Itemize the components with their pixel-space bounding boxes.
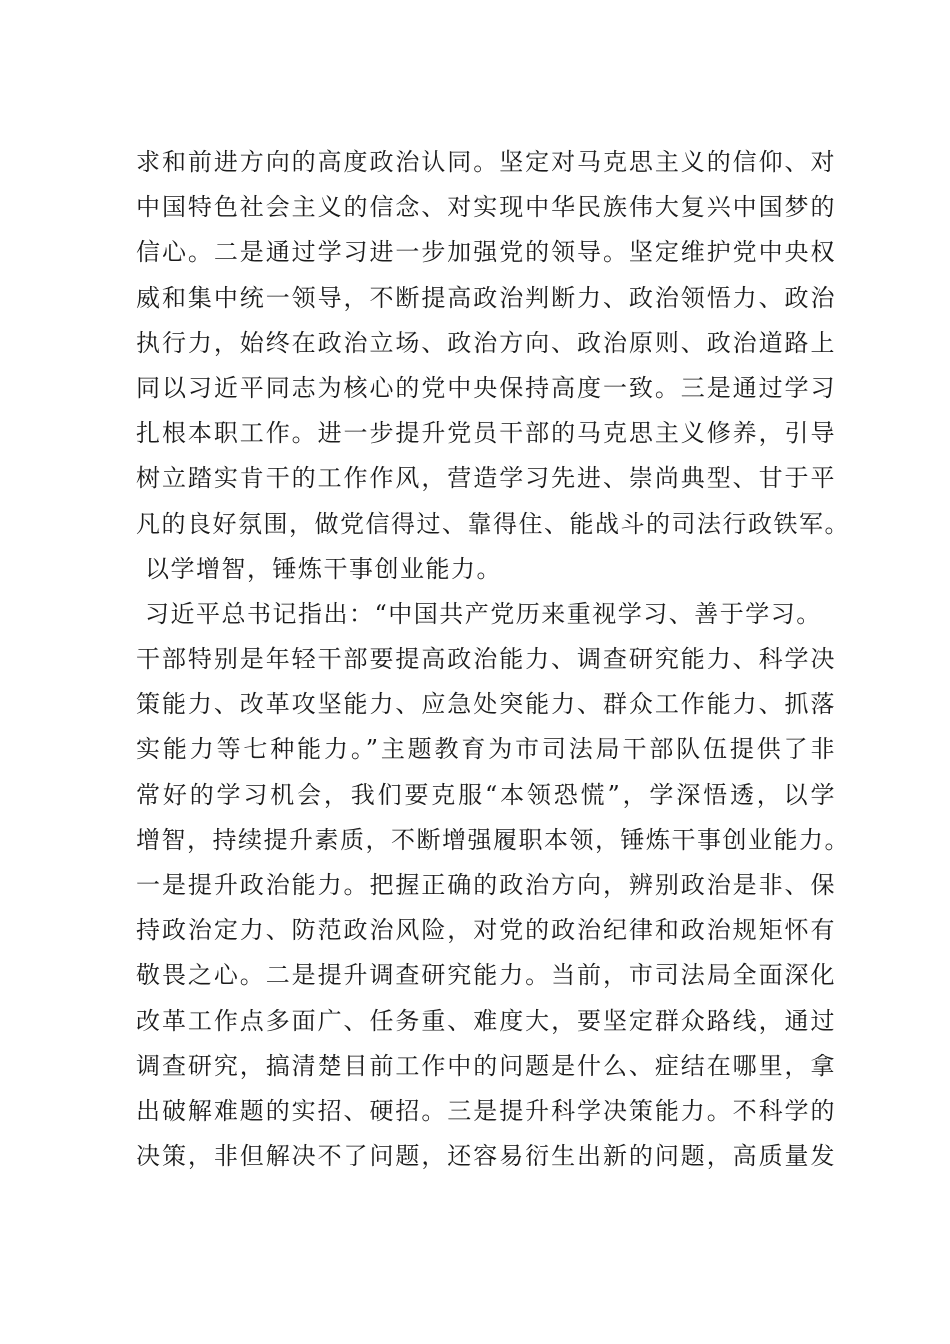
text-line: 持政治定力、防范政治风险，对党的政治纪律和政治规矩怀有	[136, 916, 836, 945]
text-line: 同以习近平同志为核心的党中央保持高度一致。三是通过学习	[136, 373, 836, 402]
text-line: 干部特别是年轻干部要提高政治能力、调查研究能力、科学决	[136, 645, 836, 674]
text-line: 威和集中统一领导，不断提高政治判断力、政治领悟力、政治	[136, 283, 836, 312]
text-line: 策能力、改革攻坚能力、应急处突能力、群众工作能力、抓落	[136, 690, 836, 719]
text-line: 凡的良好氛围，做党信得过、靠得住、能战斗的司法行政铁军。	[136, 509, 850, 538]
text-line: 以学增智，锤炼干事创业能力。	[145, 554, 502, 583]
text-line: 出破解难题的实招、硬招。三是提升科学决策能力。不科学的	[136, 1096, 836, 1125]
text-line: 增智，持续提升素质，不断增强履职本领，锤炼干事创业能力。	[136, 825, 850, 854]
body-text	[136, 140, 850, 1179]
text-line: 改革工作点多面广、任务重、难度大，要坚定群众路线，通过	[136, 1006, 836, 1035]
text-line: 中国特色社会主义的信念、对实现中华民族伟大复兴中国梦的	[136, 193, 836, 222]
text-line: 执行力，始终在政治立场、政治方向、政治原则、政治道路上	[136, 328, 836, 357]
text-line: 信心。二是通过学习进一步加强党的领导。坚定维护党中央权	[136, 238, 836, 267]
text-line: 扎根本职工作。进一步提升党员干部的马克思主义修养，引导	[136, 419, 836, 448]
text-line: 敬畏之心。二是提升调查研究能力。当前，市司法局全面深化	[136, 961, 836, 990]
text-line: 求和前进方向的高度政治认同。坚定对马克思主义的信仰、对	[136, 148, 836, 176]
text-line: 树立踏实肯干的工作作风，营造学习先进、崇尚典型、甘于平	[136, 464, 836, 493]
text-line: 调查研究，搞清楚目前工作中的问题是什么、症结在哪里，拿	[136, 1051, 836, 1080]
text-line: 实能力等七种能力。”主题教育为市司法局干部队伍提供了非	[136, 735, 836, 764]
text-line: 决策，非但解决不了问题，还容易衍生出新的问题，高质量发	[136, 1142, 836, 1171]
text-line: 习近平总书记指出：“中国共产党历来重视学习、善于学习。	[145, 599, 822, 628]
text-line: 一是提升政治能力。把握正确的政治方向，辨别政治是非、保	[136, 871, 836, 899]
text-line: 常好的学习机会，我们要克服“本领恐慌”，学深悟透，以学	[136, 780, 836, 809]
